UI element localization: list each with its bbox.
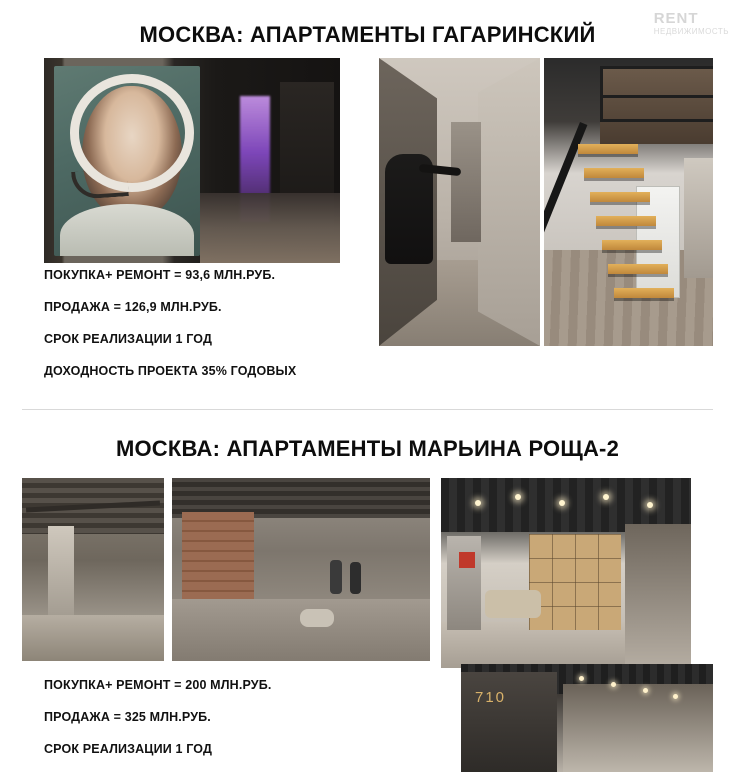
lobby-sofa-shape bbox=[485, 590, 541, 618]
loft-door-shape bbox=[684, 158, 713, 278]
lobby-door-shape bbox=[447, 536, 481, 630]
ceiling-spotlight-icon bbox=[673, 694, 678, 699]
ceiling-spotlight-icon bbox=[611, 682, 616, 687]
stair-tread-shape bbox=[608, 264, 668, 274]
watermark-text: RENT bbox=[653, 10, 699, 27]
raw-right-wall-shape bbox=[478, 58, 540, 346]
photo-gagarin-loft-stairs bbox=[544, 58, 713, 346]
photo-gagarin-raw-corridor bbox=[379, 58, 540, 346]
ceiling-spotlight-icon bbox=[475, 500, 481, 506]
stair-tread-shape bbox=[614, 288, 674, 298]
fact-project-term: СРОК РЕАЛИЗАЦИИ 1 ГОД bbox=[44, 332, 213, 346]
photo-gagarin-mural bbox=[44, 58, 340, 263]
ceiling-spotlight-icon bbox=[559, 500, 565, 506]
cosmonaut-microphone-shape bbox=[71, 168, 129, 200]
stair-tread-shape bbox=[602, 240, 662, 250]
ceiling-spotlight-icon bbox=[515, 494, 521, 500]
facts-list-maryina-roshcha bbox=[44, 678, 384, 774]
corridor-floor-shape bbox=[200, 193, 340, 263]
photo-marina-lobby bbox=[441, 478, 691, 668]
photo-marina-demolition bbox=[172, 478, 430, 661]
mural-panel bbox=[54, 66, 200, 256]
fact-purchase-renovation: ПОКУПКА+ РЕМОНТ = 93,6 МЛН.РУБ. bbox=[44, 268, 276, 282]
demolition-floor-shape bbox=[172, 599, 430, 661]
stair-tread-shape bbox=[578, 144, 638, 154]
ceiling-spotlight-icon bbox=[579, 676, 584, 681]
section-title-maryina-roshcha: МОСКВА: АПАРТАМЕНТЫ МАРЬИНА РОЩА-2 bbox=[115, 436, 620, 461]
stair-tread-shape bbox=[584, 168, 644, 178]
watermark-subtext: НЕДВИЖИМОСТЬ bbox=[653, 27, 729, 36]
demolition-worker-shape bbox=[330, 560, 342, 594]
photo-marina-corridor bbox=[461, 664, 713, 772]
fact-sale-price: ПРОДАЖА = 126,9 МЛН.РУБ. bbox=[44, 300, 222, 314]
corridor-apartment-door-shape bbox=[461, 672, 557, 772]
photo-marina-gutted-interior bbox=[22, 478, 164, 661]
lobby-corridor-shape bbox=[625, 524, 691, 668]
corridor-hallway-shape bbox=[563, 684, 713, 772]
lobby-wall-art-shape bbox=[459, 552, 475, 568]
ceiling-spotlight-icon bbox=[603, 494, 609, 500]
ceiling-spotlight-icon bbox=[647, 502, 653, 508]
fact-sale-price: ПРОДАЖА = 325 МЛН.РУБ. bbox=[44, 710, 211, 724]
section-divider bbox=[22, 409, 713, 410]
fact-project-term: СРОК РЕАЛИЗАЦИИ 1 ГОД bbox=[44, 742, 213, 756]
stair-tread-shape bbox=[590, 192, 650, 202]
demolition-worker-shape bbox=[350, 562, 361, 594]
demolition-debris-bag-shape bbox=[300, 609, 334, 627]
gutted-rubble-shape bbox=[22, 615, 164, 661]
lobby-shelving-shape bbox=[529, 534, 621, 630]
raw-doorway-shape bbox=[451, 122, 481, 242]
section-title-gagarinsky: МОСКВА: АПАРТАМЕНТЫ ГАГАРИНСКИЙ bbox=[139, 22, 596, 47]
loft-railing-shape bbox=[600, 66, 713, 122]
apartment-door-number: 710 bbox=[475, 689, 507, 706]
ceiling-spotlight-icon bbox=[643, 688, 648, 693]
fact-project-yield: ДОХОДНОСТЬ ПРОЕКТА 35% ГОДОВЫХ bbox=[44, 364, 297, 378]
cosmonaut-shoulders-shape bbox=[60, 204, 194, 256]
stair-tread-shape bbox=[596, 216, 656, 226]
facts-list-gagarinsky bbox=[44, 268, 374, 396]
fact-purchase-renovation: ПОКУПКА+ РЕМОНТ = 200 МЛН.РУБ. bbox=[44, 678, 272, 692]
